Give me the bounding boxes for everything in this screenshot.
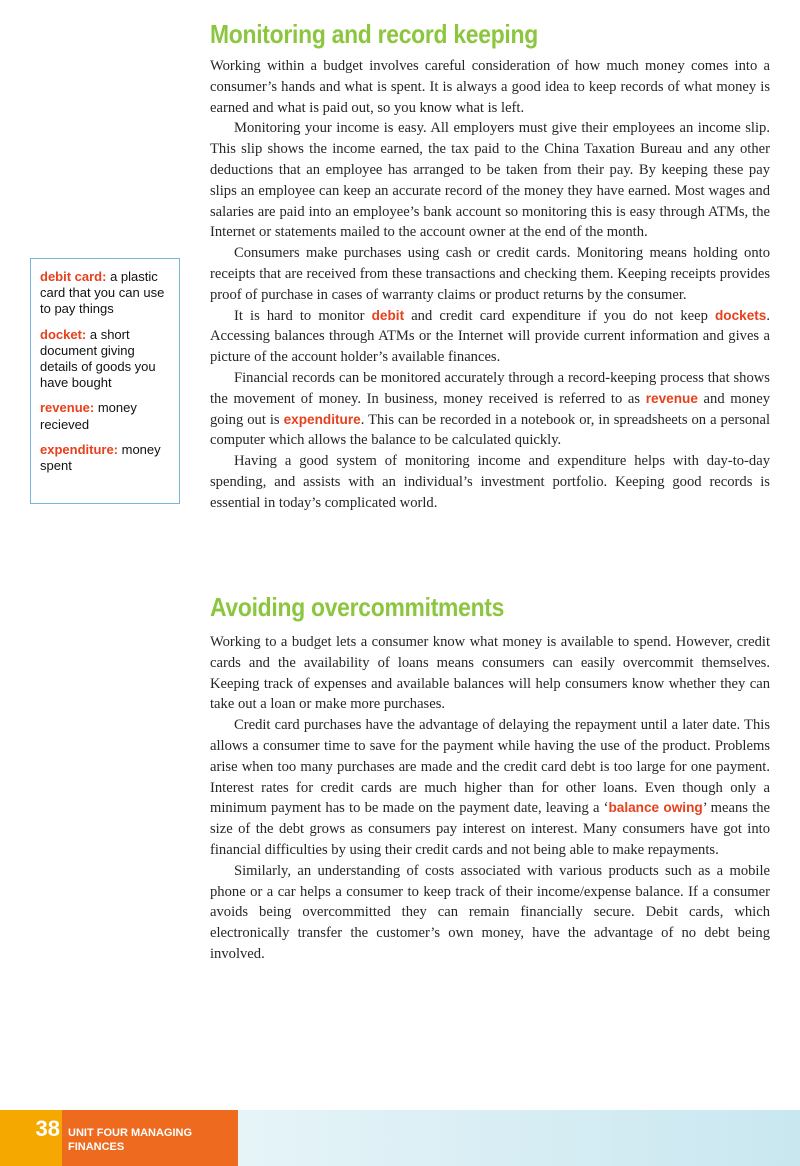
glossary-term: expenditure: [40,441,119,457]
glossary-term: debit card: [40,269,107,284]
text-run: Similarly, an understanding of costs associated with various products such as a mobile phone or a car helps a consumer to keep track of their income/expense balance. If a consumer avoids being overcommitted they can remain financially secure. Debit cards, which electronically transfer the customer’s own money, have the advantage of no debt being involved. [210,862,770,962]
keyword-term: dockets [714,307,767,323]
glossary-definition: a short document giving details of goods you have bought [40,326,156,391]
text-run: It is hard to monitor [234,307,372,324]
text-run: . Accessing balances through ATMs or the Internet will provide current information and gives a picture of the account holder’s available finances. [210,307,770,366]
page-number: 38 [35,1116,60,1141]
body-paragraph [210,632,770,715]
section-heading-overcommitments: Avoiding overcommitments [210,592,505,622]
body-paragraph [210,306,770,368]
section-body-monitoring [210,56,770,514]
footer-band [238,1110,800,1166]
text-run: Financial records can be monitored accurately through a record-keeping process that shows the movement of money. In business, money received is referred to as [210,369,770,407]
section-heading-monitoring: Monitoring and record keeping [210,19,538,49]
body-paragraph [210,56,770,118]
text-run: . This can be recorded in a notebook or, in spreadsheets on a personal computer which allows the balance to be calculated quickly. [210,411,770,449]
glossary-definition: a plastic card that you can use to pay things [40,269,165,317]
text-run: Consumers make purchases using cash or credit cards. Monitoring means holding onto receipts that are received from these transactions and checking them. Keeping receipts provides proof of purchase in cases of warranty claims or product returns by the consumer. [210,245,770,303]
body-paragraph [210,118,770,243]
text-run: Monitoring your income is easy. All employers must give their employees an income slip. This slip shows the income earned, the tax paid to the China Taxation Bureau and any other deductions that an employee has arranged to be taken from their pay. By keeping these pay slips an employee can keep an accurate record of the money they have earned. Most wages and salaries are paid into an employee’s bank account so monitoring this is easy through ATMs, the Internet or statements mailed to the account owner at the end of the month. [210,120,770,241]
glossary-entry [40,327,171,392]
glossary-box [30,258,180,504]
section-body-overcommitments [210,632,770,965]
glossary-definition: money spent [40,441,161,474]
text-run: ’ means the size of the debt grows as consumers pay interest on interest. Many consumers have got into financial difficulties by using their credit cards and not being able to make repayments. [210,800,770,858]
glossary-entry [40,442,171,474]
text-run: and credit card expenditure if you do not keep [404,307,715,324]
body-paragraph [210,368,770,451]
body-paragraph [210,861,770,965]
glossary-entry [40,400,171,432]
keyword-term: expenditure [283,411,361,427]
keyword-term: balance owing [608,800,703,816]
text-run: Credit card purchases have the advantage of delaying the repayment until a later date. This allows a consumer time to save for the payment while having the use of the product. Problems arise when too many purchases are made and the credit card debt is too large for one payment. Interest rates for credit cards are much higher than for other loans. Even though only a minimum payment has to be made on the payment date, leaving a ‘ [210,717,770,817]
glossary-term: docket: [40,326,87,342]
glossary-entry [40,269,171,318]
glossary-term: revenue: [40,400,95,416]
text-run: and money going out is [210,390,771,428]
glossary-definition: money recieved [40,400,137,432]
body-paragraph [210,451,770,513]
keyword-term: debit [371,307,405,323]
unit-title: UNIT FOUR MANAGING FINANCES [68,1127,193,1153]
keyword-term: revenue [645,390,698,406]
body-paragraph [210,715,770,861]
text-run: Having a good system of monitoring income and expenditure helps with day-to-day spending, and assists with an individual’s investment portfolio. Keeping good records is essential in today’s complicated world. [210,453,770,511]
body-paragraph [210,243,770,305]
text-run: Working within a budget involves careful consideration of how much money comes into a consumer’s hands and what is spent. It is always a good idea to keep records of what money is earned and what is paid out, so you know what is left. [210,58,770,116]
text-run: Working to a budget lets a consumer know what money is available to spend. However, credit cards and the availability of loans means consumers can easily overcommit themselves. Keeping track of expenses and available balances will help consumers know whether they can take out a loan or make more purchases. [210,634,770,713]
